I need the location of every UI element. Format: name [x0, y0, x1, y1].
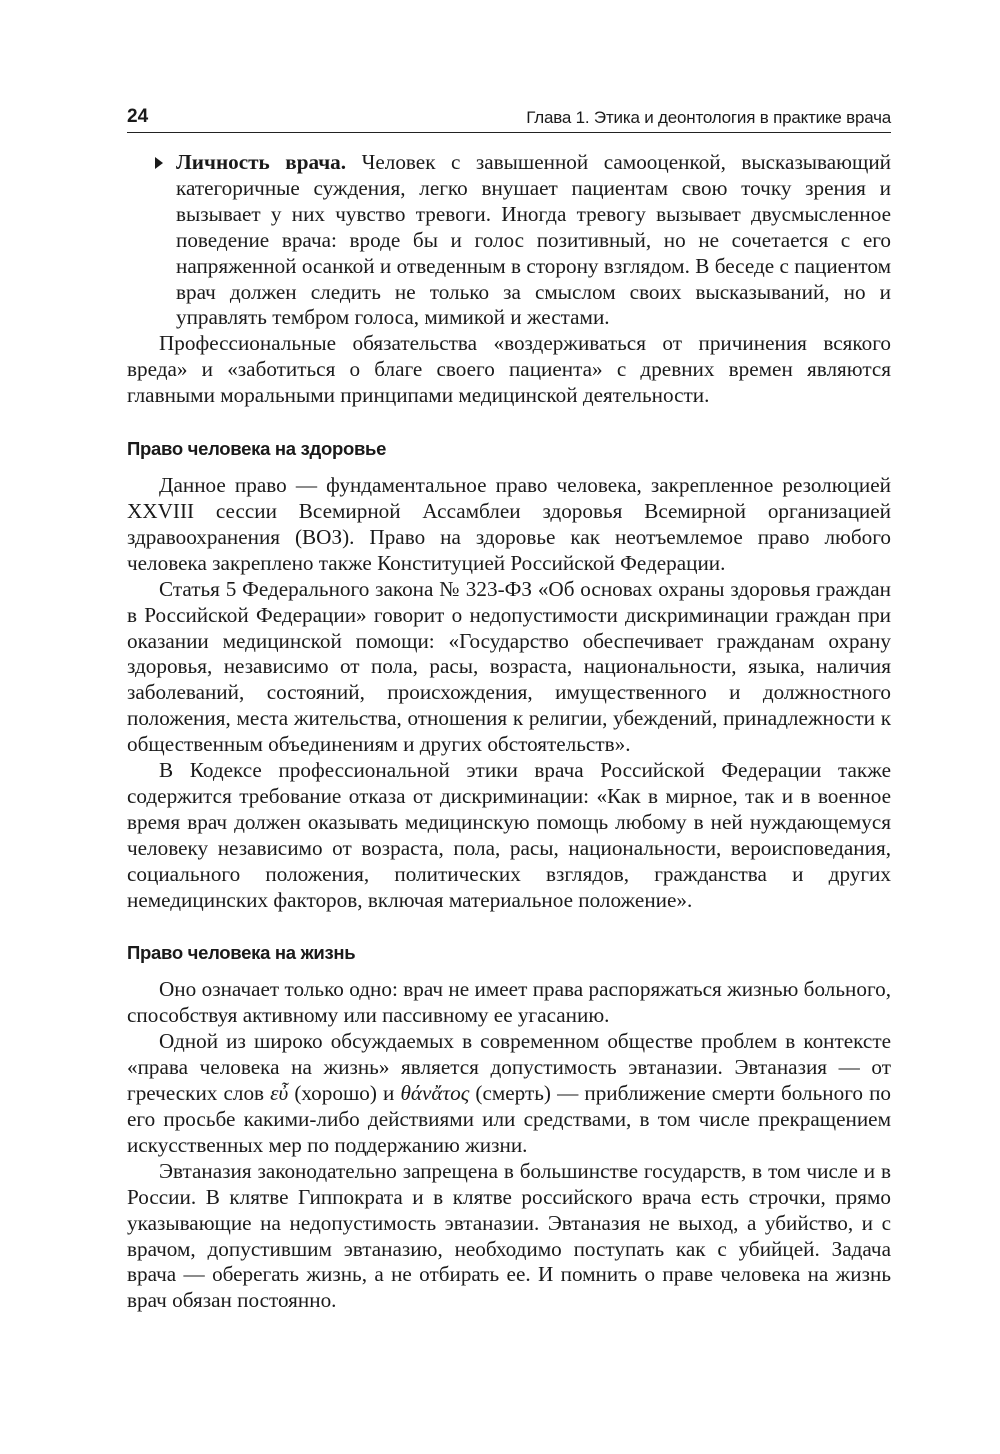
bullet-text: Человек с завышенной самооценкой, высказывающий категоричные суждения, легко внушает пациентам свою точку зрения и вызывает у них чувство тревоги. Иногда тревогу вызывает двусмысленное поведение врача: вроде бы и голос позитивный, но не сочетается с его напряженной осанкой и отведенным в сторону взглядом. В беседе с пациентом врач должен следить не только за смыслом своих высказываний, но и управлять тембром голоса, мимикой и жестами.	[176, 150, 891, 330]
triangle-bullet-icon	[155, 157, 163, 169]
health-paragraph-2: Статья 5 Федерального закона № 323-ФЗ «Об основах охраны здоровья граждан в Российской Федерации» говорит о недопустимости дискриминации граждан при оказании медицинской помощи: «Государство обеспечивает гражданам охрану здоровья, независимо от пола, расы, возраста, национальности, языка, наличия заболеваний, состояний, происхождения, имущественного и должностного положения, места жительства, отношения к религии, убеждений, принадлежности к общественным объединениям и других обстоятельств».	[127, 576, 891, 757]
greek-word-thanatos: θάνἄτος	[400, 1081, 470, 1106]
life-paragraph-3: Эвтаназия законодательно запрещена в большинстве государств, в том числе и в России. В клятве Гиппократа и в клятве российского врача есть строчки, прямо указывающие на недопустимость эвтаназии. Эвтаназия не выход, а убийство, и с врачом, допустившим эвтаназию, необходимо поступать как с убийцей. Задача врача — оберегать жизнь, а не отбирать ее. И помнить о праве человека на жизнь врач обязан постоянно.	[127, 1158, 891, 1313]
section-heading-life: Право человека на жизнь	[127, 942, 356, 964]
life-paragraph-1: Оно означает только одно: врач не имеет права распоряжаться жизнью больного, способствуя активному или пассивному ее угасанию.	[127, 977, 891, 1028]
health-paragraph-3: В Кодексе профессиональной этики врача Российской Федерации также содержится требование отказа от дискриминации: «Как в мирное, так и в военное время врач должен оказывать медицинскую помощь любому в ней нуждающемуся человеку независимо от возраста, пола, расы, национальности, вероисповедания, социального положения, политических взглядов, гражданства и других немедицинских факторов, включая материальное положение».	[127, 758, 891, 912]
running-header	[127, 104, 891, 133]
life-paragraph-2	[127, 1029, 891, 1159]
life-p2-start: Одной из широко обсуждаемых в современном обществе проблем в контексте «права человека на жизнь» является допустимость эвтаназии. Эвтаназия — от греческих слов	[127, 1029, 891, 1106]
page-body	[127, 150, 891, 1314]
section-heading-health: Право человека на здоровье	[127, 438, 387, 460]
chapter-title: Глава 1. Этика и деонтология в практике врача	[526, 108, 891, 127]
life-p2-end: (смерть) — приближение смерти больного по его просьбе какими-либо действиями или средствами, в том числе прекращением искусственных мер по поддержанию жизни.	[127, 1081, 892, 1157]
life-p2-mid: (хорошо) и	[288, 1081, 401, 1106]
bullet-bold-lead: Личность врача.	[176, 150, 347, 174]
intro-paragraph: Профессиональные обязательства «воздерживаться от причинения всякого вреда» и «заботиться о благе своего пациента» с древних времен являются главными моральными принципами медицинской деятельности.	[127, 331, 891, 408]
bullet-item-personality	[127, 150, 891, 331]
health-paragraph-1: Данное право — фундаментальное право человека, закрепленное резолюцией XXVIII сессии Всемирной Ассамблеи здоровья Всемирной организацией здравоохранения (ВОЗ). Право на здоровье как неотъемлемое право любого человека закреплено также Конституцией Российской Федерации.	[127, 473, 891, 575]
page-number: 24	[127, 106, 149, 127]
greek-word-eu: εὖ	[270, 1081, 289, 1106]
